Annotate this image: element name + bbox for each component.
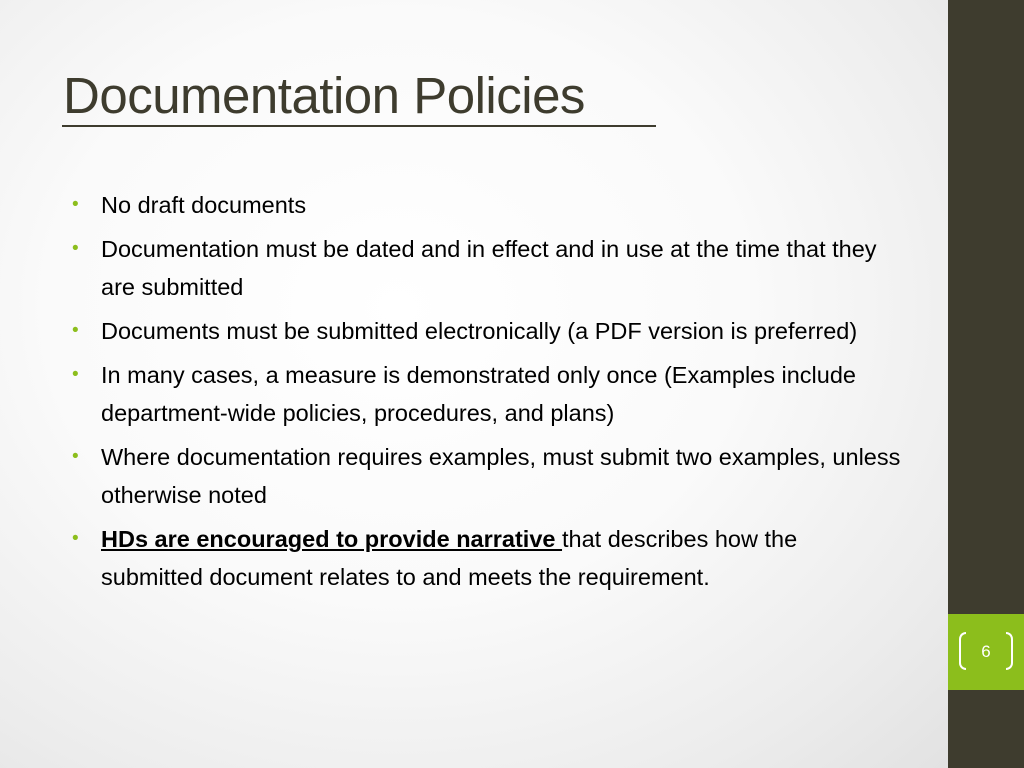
bullet-text: Documents must be submitted electronically (a PDF version is preferred) bbox=[101, 318, 858, 344]
title-underline bbox=[62, 125, 656, 127]
bullet-dot-icon: • bbox=[72, 238, 79, 259]
bullet-item bbox=[72, 230, 902, 306]
bullet-dot-icon: • bbox=[72, 364, 79, 385]
bullet-item bbox=[72, 356, 902, 432]
bullet-dot-icon: • bbox=[72, 194, 79, 215]
bullet-emphasis-text: HDs are encouraged to provide narrative bbox=[101, 526, 563, 552]
bullet-text: Where documentation requires examples, must submit two examples, unless otherwise noted bbox=[101, 444, 901, 508]
page-number: 6 bbox=[981, 642, 991, 661]
bullet-dot-icon: • bbox=[72, 446, 79, 467]
bullet-text: Documentation must be dated and in effect and in use at the time that they are submitted bbox=[101, 236, 877, 300]
bullet-item bbox=[72, 312, 902, 350]
bullet-text: In many cases, a measure is demonstrated only once (Examples include department-wide policies, procedures, and plans) bbox=[101, 362, 856, 426]
slide-title: Documentation Policies bbox=[63, 67, 585, 124]
bullet-item bbox=[72, 438, 902, 514]
bullet-item bbox=[72, 186, 902, 224]
bullet-item bbox=[72, 520, 902, 596]
bullet-dot-icon: • bbox=[72, 320, 79, 341]
bullet-list bbox=[72, 186, 902, 602]
page-number-badge bbox=[948, 614, 1024, 690]
bullet-text: No draft documents bbox=[101, 192, 307, 218]
bullet-dot-icon: • bbox=[72, 528, 79, 549]
right-brace-icon bbox=[1006, 632, 1013, 670]
bullet-text: that describes how the submitted document relates to and meets the requirement. bbox=[101, 526, 798, 590]
